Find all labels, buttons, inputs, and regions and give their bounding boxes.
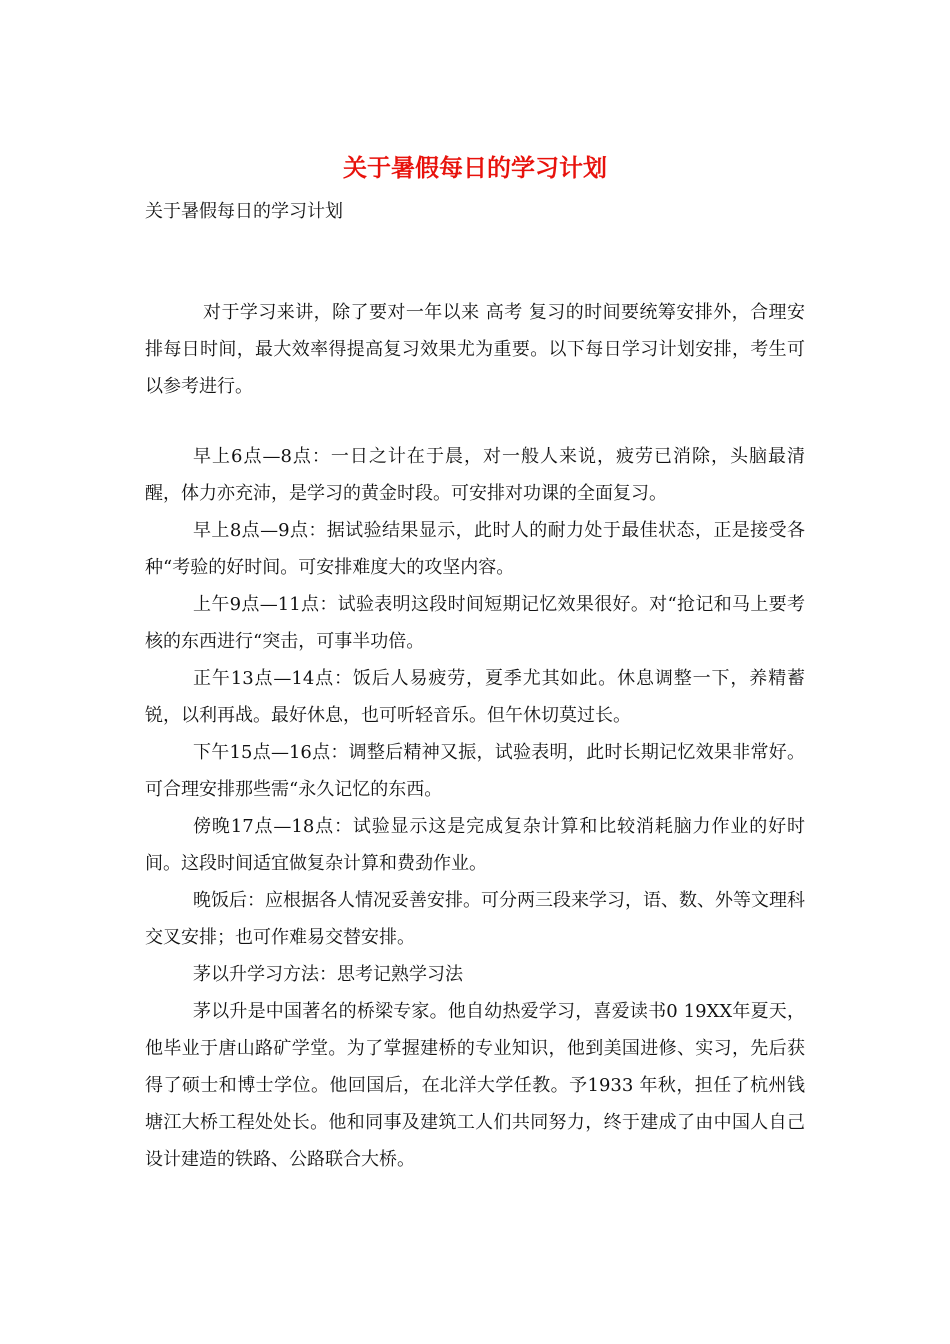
- paragraph-15-16: 下午15点—16点：调整后精神又振，试验表明，此时长期记忆效果非常好。可合理安排那些需“永久记忆的东西。: [145, 742, 805, 800]
- paragraph-13-14: 正午13点—14点：饭后人易疲劳，夏季尤其如此。休息调整一下，养精蓄锐，以利再战。最好休息，也可听轻音乐。但午休切莫过长。: [145, 668, 805, 726]
- paragraph-17-18: 傍晚17点—18点：试验显示这是完成复杂计算和比较消耗脑力作业的好时间。这段时间适宜做复杂计算和费劲作业。: [145, 816, 805, 874]
- schedule-section: [145, 438, 805, 1178]
- paragraph-9-11: 上午9点—11点：试验表明这段时间短期记忆效果很好。对“抢记和马上要考核的东西进行“突击，可事半功倍。: [145, 594, 805, 652]
- document-subtitle: 关于暑假每日的学习计划: [145, 201, 343, 222]
- paragraph-6-8: 早上6点—8点：一日之计在于晨，对一般人来说，疲劳已消除，头脑最清醒，体力亦充沛，是学习的黄金时段。可安排对功课的全面复习。: [145, 446, 805, 504]
- biography-paragraph: 茅以升是中国著名的桥梁专家。他自幼热爱学习，喜爱读书0 19XX年夏天，他毕业于唐山路矿学堂。为了掌握建桥的专业知识，他到美国进修、实习，先后获得了硕士和博士学位。他回国后，在北洋大学任教。予1933 年秋，担任了杭州钱塘江大桥工程处处长。他和同事及建筑工人们共同努力，终于建成了由中国人自己设计建造的铁路、公路联合大桥。: [145, 1001, 805, 1170]
- method-heading: 茅以升学习方法：思考记熟学习法: [193, 964, 463, 985]
- intro-paragraph: 对于学习来讲，除了要对一年以来 高考 复习的时间要统筹安排外，合理安排每日时间，最大效率得提高复习效果尤为重要。以下每日学习计划安排，考生可以参考进行。: [145, 302, 805, 397]
- paragraph-after-dinner: 晚饭后：应根据各人情况妥善安排。可分两三段来学习，语、数、外等文理科交叉安排；也可作难易交替安排。: [145, 890, 805, 948]
- document-title: 关于暑假每日的学习计划: [343, 153, 607, 182]
- paragraph-8-9: 早上8点—9点：据试验结果显示，此时人的耐力处于最佳状态，正是接受各种“考验的好时间。可安排难度大的攻坚内容。: [145, 520, 805, 578]
